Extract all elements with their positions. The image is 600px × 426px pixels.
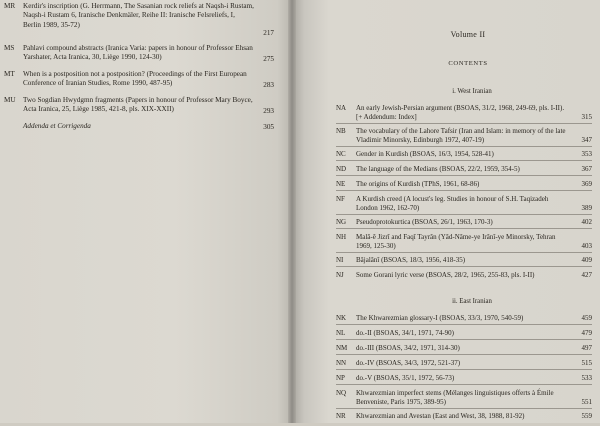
entry-page: 347 bbox=[581, 136, 592, 144]
entry-title: Bâjalânî (BSOAS, 18/3, 1956, 418-35) bbox=[356, 256, 466, 264]
west-iranian-list bbox=[336, 104, 592, 285]
entry-code: NQ bbox=[336, 389, 347, 397]
entry-page: 305 bbox=[263, 122, 274, 131]
list-item bbox=[4, 70, 274, 90]
entry-code: NA bbox=[336, 104, 347, 112]
entry-title: Khwarezmian imperfect stems (Mélanges linguistiques offerts à Émile Benveniste, Paris 1975, 389-95) bbox=[356, 389, 554, 406]
entry-page: 515 bbox=[581, 359, 592, 367]
entry-title: Gender in Kurdish (BSOAS, 16/3, 1954, 528-41) bbox=[356, 150, 494, 158]
list-item bbox=[336, 389, 592, 409]
entry-code: MT bbox=[4, 70, 15, 78]
entry-page: 533 bbox=[581, 374, 592, 382]
entry-title: do.-V (BSOAS, 35/1, 1972, 56-73) bbox=[356, 374, 455, 382]
east-iranian-list bbox=[336, 314, 592, 426]
book-gutter bbox=[288, 0, 296, 423]
left-contents-list bbox=[4, 2, 274, 132]
entry-page: 402 bbox=[581, 218, 592, 226]
entry-title: Pseudoprotokurtica (BSOAS, 26/1, 1963, 170-3) bbox=[356, 218, 493, 226]
entry-title: do.-II (BSOAS, 34/1, 1971, 74-90) bbox=[356, 329, 454, 337]
volume-title: Volume II bbox=[450, 30, 486, 39]
list-item bbox=[336, 359, 592, 370]
entry-title: An early Jewish-Persian argument (BSOAS, 31/2, 1968, 249-69, pls. I-II). [+ Addendum: Index] bbox=[356, 104, 565, 121]
entry-page: 293 bbox=[263, 106, 274, 115]
entry-code: NM bbox=[336, 344, 348, 352]
entry-code: NG bbox=[336, 218, 347, 226]
list-item bbox=[336, 233, 592, 253]
list-item bbox=[336, 180, 592, 191]
entry-title: Malâ-ê Jizrî and Faqî Tayrân (Yâd-Nâme-ye Irânî-ye Minorsky, Tehran 1969, 125-30) bbox=[356, 233, 556, 250]
list-item bbox=[336, 150, 592, 161]
entry-code: ND bbox=[336, 165, 347, 173]
entry-code: MS bbox=[4, 44, 15, 52]
entry-code: NI bbox=[336, 256, 344, 264]
list-item bbox=[336, 314, 592, 325]
entry-page: 409 bbox=[581, 256, 592, 264]
contents-heading: CONTENTS bbox=[448, 60, 488, 67]
entry-page: 367 bbox=[581, 165, 592, 173]
entry-title: Pahlavi compound abstracts (Iranica Varia: papers in honour of Professor Ehsan Yarshater, Acta Iranica, 30, Liège 1990, 124-30) bbox=[23, 44, 253, 62]
entry-code: NC bbox=[336, 150, 346, 158]
list-item bbox=[336, 127, 592, 147]
entry-code: NR bbox=[336, 412, 346, 420]
entry-code: NK bbox=[336, 314, 347, 322]
entry-title: When is a postposition not a postposition? (Proceedings of the First European Conference of Iranian Studies, Rome 1990, 487-95) bbox=[23, 70, 247, 88]
entry-page: 315 bbox=[581, 113, 592, 121]
list-item bbox=[336, 344, 592, 355]
list-item bbox=[336, 256, 592, 267]
entry-code: NB bbox=[336, 127, 346, 135]
section-heading-west-iranian: i. West Iranian bbox=[452, 88, 492, 95]
entry-code: NE bbox=[336, 180, 346, 188]
list-item bbox=[336, 195, 592, 215]
entry-page: 479 bbox=[581, 329, 592, 337]
list-item bbox=[336, 271, 592, 281]
list-item bbox=[4, 44, 274, 64]
entry-page: 497 bbox=[581, 344, 592, 352]
entry-title: The vocabulary of the Lahore Tafsir (Iran and Islam: in memory of the late Vladimir Minorsky, Edinburgh 1972, 407-19) bbox=[356, 127, 566, 144]
list-item bbox=[336, 329, 592, 340]
entry-page: 551 bbox=[581, 398, 592, 406]
left-page bbox=[0, 0, 292, 423]
entry-page: 459 bbox=[581, 314, 592, 322]
entry-code: NF bbox=[336, 195, 345, 203]
entry-title: Kerdir's inscription (G. Herrmann, The Sasanian rock reliefs at Naqsh-i Rustam, Naqsh-i Rustam 6, Iranische Denkmäler, Reihe II: Iranische Felsreliefs, I, Berlin 1989, 35-72) bbox=[23, 2, 254, 29]
entry-title: The language of the Medians (BSOAS, 22/2, 1959, 354-5) bbox=[356, 165, 520, 173]
entry-page: 283 bbox=[263, 80, 274, 89]
list-item bbox=[336, 218, 592, 229]
entry-title: The Khwarezmian glossary-I (BSOAS, 33/3, 1970, 540-59) bbox=[356, 314, 524, 322]
entry-code: MR bbox=[4, 2, 16, 10]
entry-title: Some Gorani lyric verse (BSOAS, 28/2, 1965, 255-83, pls. I-II) bbox=[356, 271, 535, 279]
entry-page: 353 bbox=[581, 150, 592, 158]
entry-page: 217 bbox=[263, 28, 274, 37]
entry-title: A Kurdish creed (A locust's leg. Studies in honour of S.H. Taqizadeh London 1962, 162-70) bbox=[356, 195, 549, 212]
entry-page: 427 bbox=[581, 271, 592, 279]
list-item bbox=[4, 96, 274, 116]
entry-page: 389 bbox=[581, 204, 592, 212]
list-item bbox=[336, 412, 592, 422]
entry-code: NJ bbox=[336, 271, 344, 279]
entry-title: do.-III (BSOAS, 34/2, 1971, 314-30) bbox=[356, 344, 460, 352]
entry-page: 403 bbox=[581, 242, 592, 250]
entry-title: Two Sogdian Hwydgmn fragments (Papers in honour of Professor Mary Boyce, Acta Iranica, 25, Liège 1985, 421-8, pls. XIX-XXII) bbox=[23, 96, 253, 114]
entry-page: 559 bbox=[581, 412, 592, 420]
list-item bbox=[4, 122, 274, 132]
entry-code: MU bbox=[4, 96, 16, 104]
list-item bbox=[4, 2, 274, 38]
entry-title: do.-IV (BSOAS, 34/3, 1972, 521-37) bbox=[356, 359, 461, 367]
entry-page: 369 bbox=[581, 180, 592, 188]
entry-title: Khwarezmian and Avestan (East and West, 38, 1988, 81-92) bbox=[356, 412, 525, 420]
section-heading-east-iranian: ii. East Iranian bbox=[452, 298, 492, 305]
entry-code: NH bbox=[336, 233, 347, 241]
list-item bbox=[336, 104, 592, 124]
entry-code: NP bbox=[336, 374, 345, 382]
entry-title: The origins of Kurdish (TPhS, 1961, 68-86) bbox=[356, 180, 480, 188]
list-item bbox=[336, 374, 592, 385]
entry-code: NL bbox=[336, 329, 346, 337]
list-item bbox=[336, 165, 592, 176]
addenda-title: Addenda et Corrigenda bbox=[23, 122, 91, 130]
entry-page: 275 bbox=[263, 54, 274, 63]
entry-code: NN bbox=[336, 359, 347, 367]
